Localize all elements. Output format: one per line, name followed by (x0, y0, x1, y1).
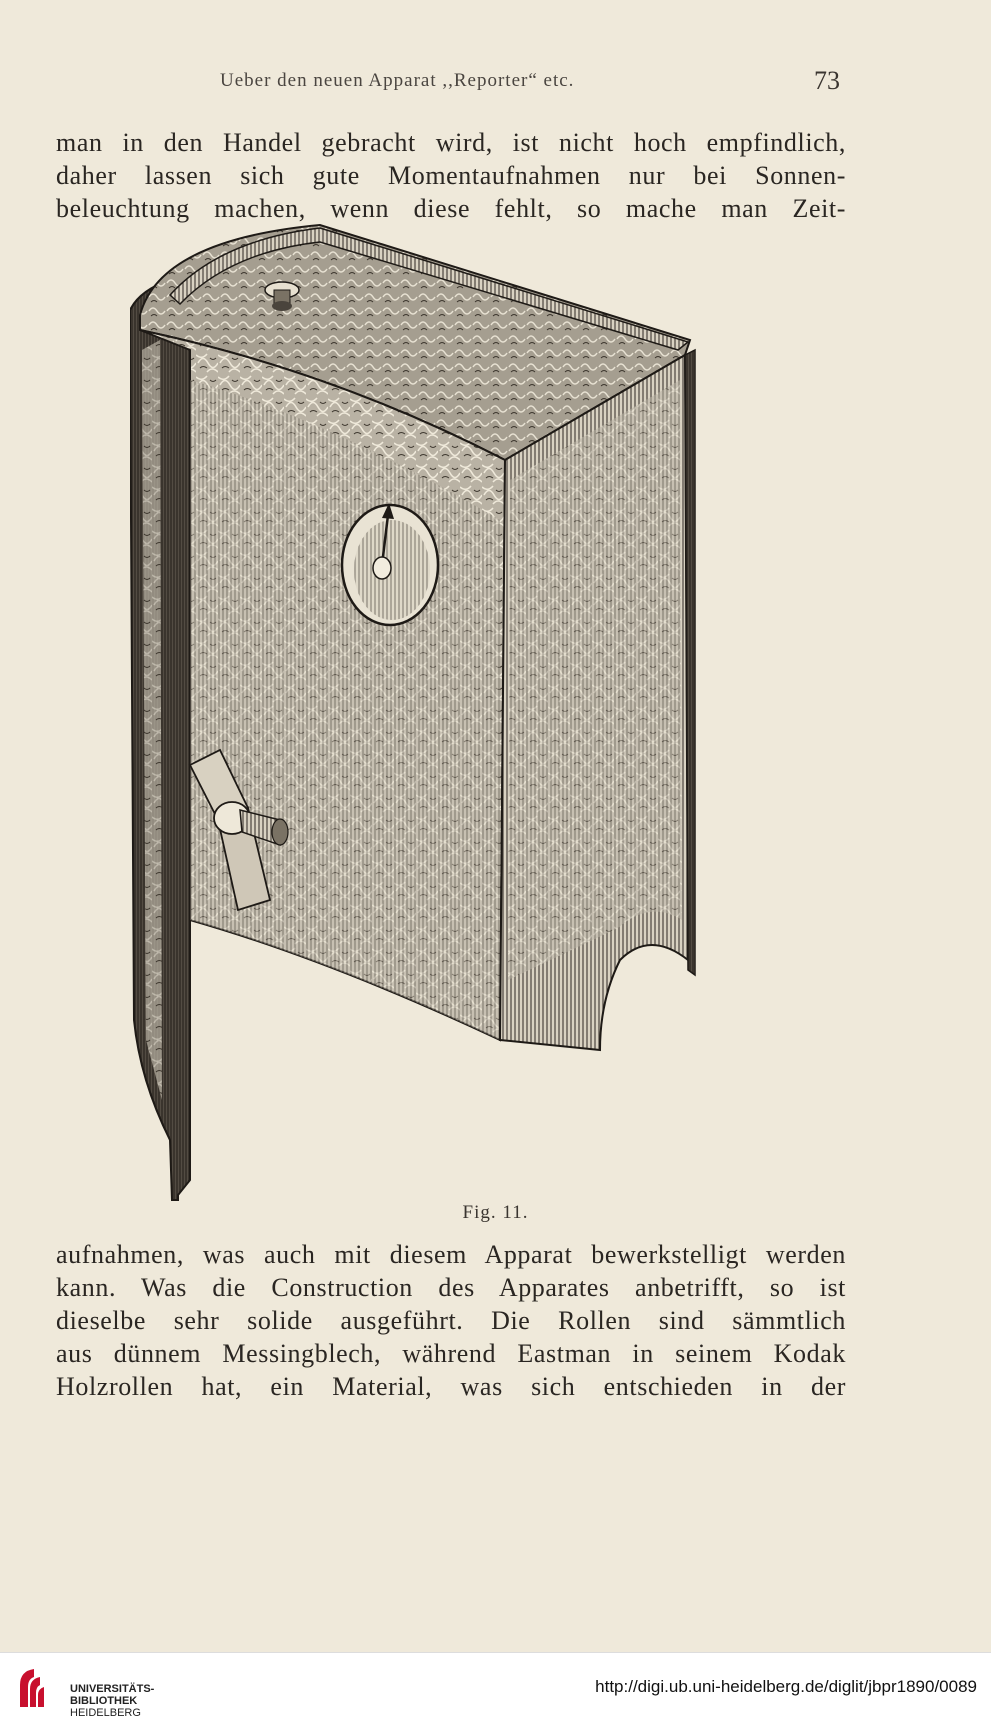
running-title: Ueber den neuen Apparat ,,Reporter“ etc. (220, 70, 575, 91)
paragraph-top (56, 126, 846, 225)
library-footer (0, 1652, 991, 1722)
page-number: 73 (814, 66, 840, 95)
figure-caption: Fig. 11. (462, 1202, 529, 1223)
library-logo-text (70, 1683, 154, 1719)
paragraph-bottom (56, 1238, 846, 1403)
logo-line: UNIVERSITÄTS- (70, 1683, 155, 1695)
camera-engraving-icon (130, 220, 770, 1210)
library-logo-icon (12, 1665, 56, 1711)
text-line: man in den Handel gebracht wird, ist nicht hoch empfindlich, (56, 128, 846, 157)
logo-line: HEIDELBERG (70, 1707, 141, 1719)
permalink-url[interactable]: http://digi.ub.uni-heidelberg.de/diglit/jbpr1890/0089 (595, 1677, 977, 1696)
text-line: dieselbe sehr solide ausgeführt. Die Rollen sind sämmtlich (56, 1306, 846, 1335)
text-line: kann. Was die Construction des Apparates anbetrifft, so ist (56, 1273, 846, 1302)
running-head (60, 66, 840, 100)
logo-line: BIBLIOTHEK (70, 1695, 138, 1707)
text-line: aufnahmen, was auch mit diesem Apparat bewerkstelligt werden (56, 1240, 846, 1269)
text-line: Holzrollen hat, ein Material, was sich entschieden in der (56, 1372, 846, 1401)
text-line: daher lassen sich gute Momentaufnahmen nur bei Sonnen- (56, 161, 846, 190)
text-line: beleuchtung machen, wenn diese fehlt, so mache man Zeit- (56, 194, 846, 223)
library-logo[interactable] (12, 1665, 155, 1719)
text-line: aus dünnem Messingblech, während Eastman in seinem Kodak (56, 1339, 846, 1368)
